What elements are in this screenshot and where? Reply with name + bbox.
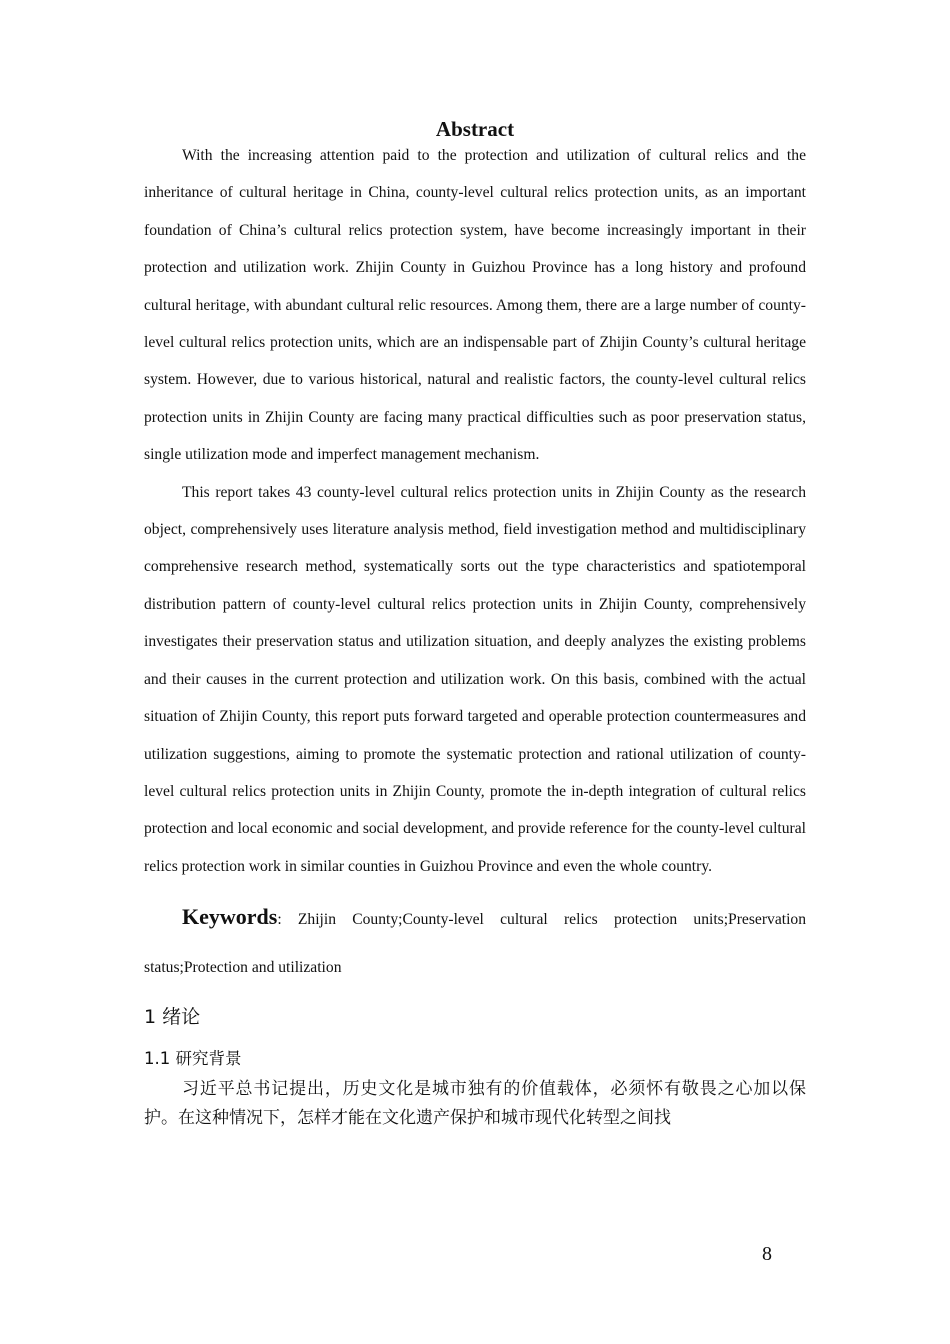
chapter-heading: 1 绪论: [144, 1006, 201, 1029]
keywords-label: Keywords: [182, 904, 278, 930]
page-number: 8: [762, 1243, 772, 1265]
abstract-title: Abstract: [435, 117, 515, 141]
document-page: [144, 112, 806, 1133]
section-heading: 1.1 研究背景: [144, 1049, 242, 1069]
abstract-paragraph-1: With the increasing attention paid to the protection and utilization of cultural relics and the inheritance of cultural heritage in China, county-level cultural relics protection units, as an important foundation of China’s cultural relics protection system, have become increasingly important in their protection and utilization work. Zhijin County in Guizhou Province has a long history and profound cultural heritage, with abundant cultural relic resources. Among them, there are a large number of county-level cultural relics protection units, which are an indispensable part of Zhijin County’s cultural heritage system. However, due to various historical, natural and realistic factors, the county-level cultural relics protection units in Zhijin County are facing many practical difficulties such as poor preservation status, single utilization mode and imperfect management mechanism.: [144, 147, 806, 464]
chapter-paragraph: 习近平总书记提出，历史文化是城市独有的价值载体，必须怀有敬畏之心加以保护。在这种情况下，怎样才能在文化遗产保护和城市现代化转型之间找: [144, 1079, 806, 1129]
abstract-paragraph-2: This report takes 43 county-level cultural relics protection units in Zhijin County as the research object, comprehensively uses literature analysis method, field investigation method and multidisciplinary comprehensive research method, systematically sorts out the type characteristics and spatiotemporal distribution pattern of county-level cultural relics protection units in Zhijin County, comprehensively investigates their preservation status and utilization situation, and deeply analyzes the existing problems and their causes in the current protection and utilization work. On this basis, combined with the actual situation of Zhijin County, this report puts forward targeted and operable protection countermeasures and utilization suggestions, aiming to promote the systematic protection and rational utilization of county-level cultural relics protection units in Zhijin County, promote the in-depth integration of cultural relics protection and local economic and social development, and provide reference for the county-level cultural relics protection work in similar counties in Guizhou Province and even the whole country.: [144, 483, 806, 875]
keywords-text: : Zhijin County;County-level cultural relics protection units;Preservation status;Protection and utilization: [144, 911, 806, 976]
keywords-line: [144, 893, 806, 991]
